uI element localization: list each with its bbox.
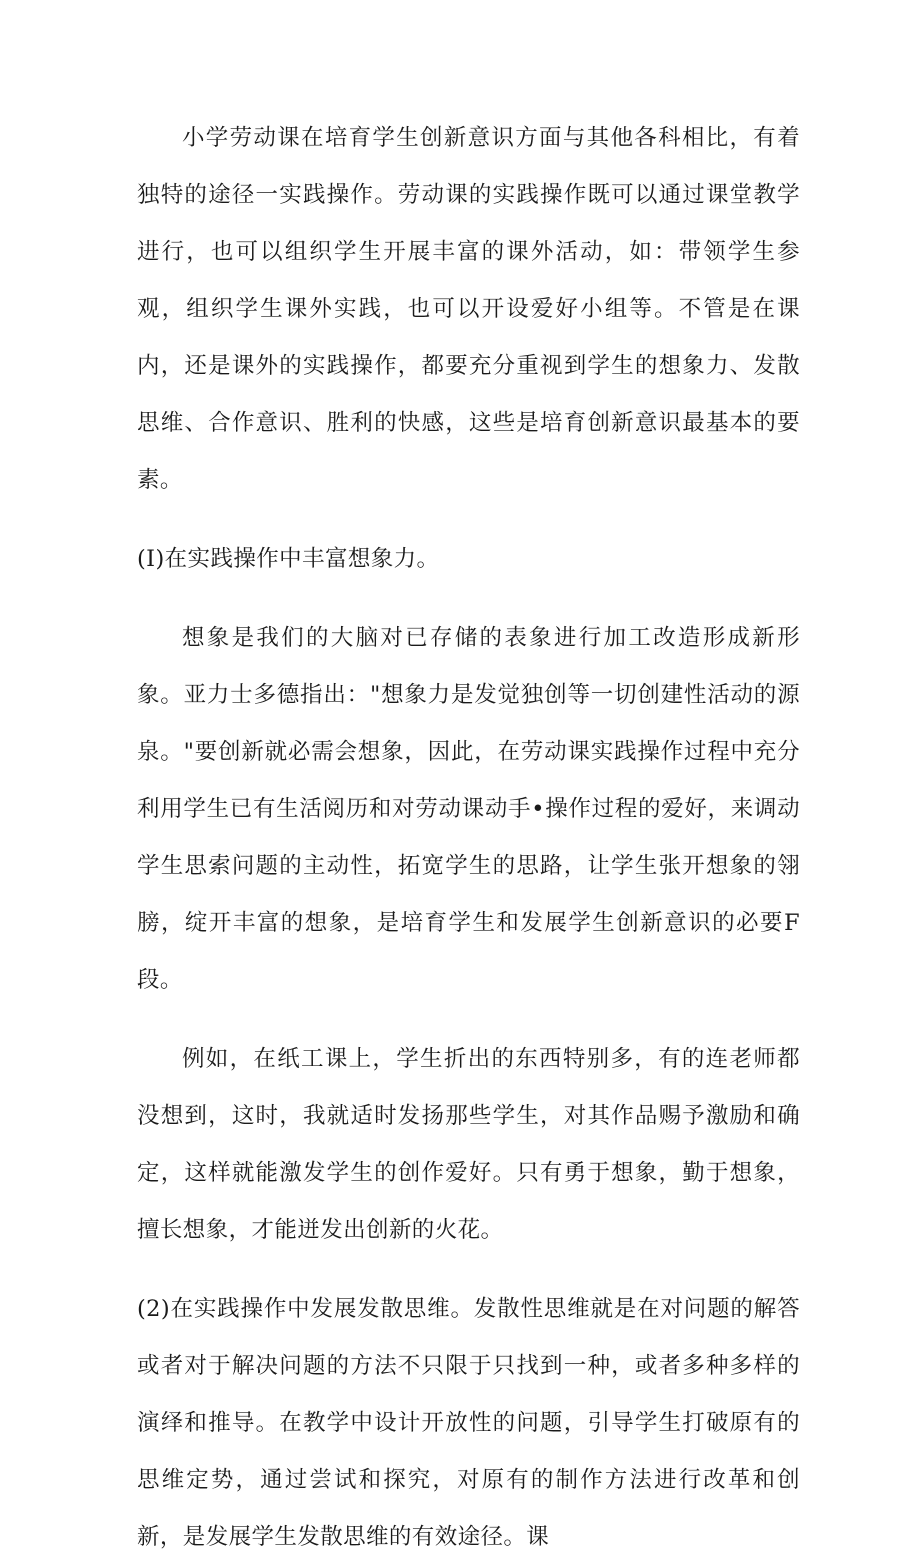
paragraph-intro: 小学劳动课在培育学生创新意识方面与其他各科相比，有着独特的途径一实践操作。劳动课的实践操作既可以通过课堂教学进行，也可以组织学生开展丰富的课外活动，如：带领学生参观，组织学生课外实践，也可以开设爱好小组等。不管是在课内，还是课外的实践操作，都要充分重视到学生的想象力、发散思维、合作意识、胜利的快感，这些是培育创新意识最基本的要素。 xyxy=(137,125,800,493)
paragraph-example: 例如，在纸工课上，学生折出的东西特别多，有的连老师都没想到，这时，我就适时发扬那些学生，对其作品赐予激励和确定，这样就能激发学生的创作爱好。只有勇于想象，勤于想象，擅长想象，才能迸发出创新的火花。 xyxy=(137,1046,800,1243)
paragraph-divergent-thinking: (2)在实践操作中发展发散思维。发散性思维就是在对问题的解答或者对于解决问题的方法不只限于只找到一种，或者多种多样的演绎和推导。在教学中设计开放性的问题，引导学生打破原有的思维定势，通过尝试和探究，对原有的制作方法进行改革和创新，是发展学生发散思维的有效途径。课 xyxy=(137,1296,800,1550)
paragraph-imagination: 想象是我们的大脑对已存储的表象进行加工改造形成新形象。亚力士多德指出："想象力是发觉独创等一切创建性活动的源泉。"要创新就必需会想象，因此，在劳动课实践操作过程中充分利用学生已有生活阅历和对劳动课动手•操作过程的爱好，来调动学生思索问题的主动性，拓宽学生的思路，让学生张开想象的翎膀，绽开丰富的想象，是培育学生和发展学生创新意识的必要F段。 xyxy=(137,625,800,993)
section-heading-imagination: (I)在实践操作中丰富想象力。 xyxy=(137,546,440,572)
